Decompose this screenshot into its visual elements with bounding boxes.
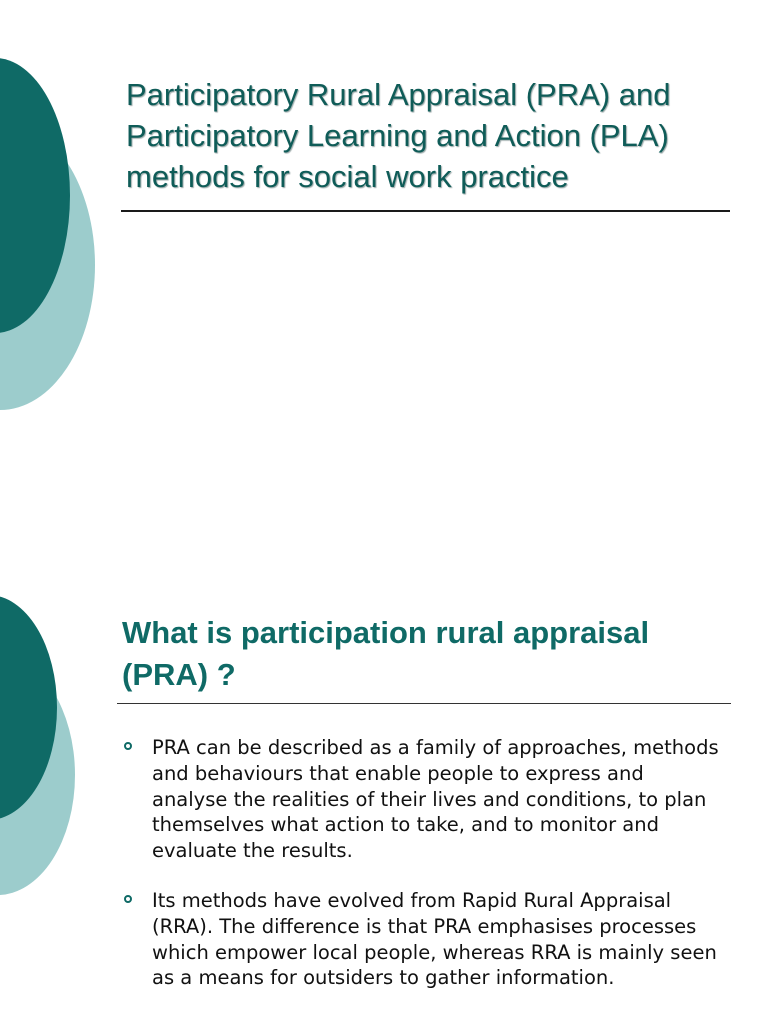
title-divider	[121, 210, 730, 212]
slide-1-title: Participatory Rural Appraisal (PRA) and Participatory Learning and Action (PLA) methods for social work practice	[126, 77, 671, 194]
bullet-text: PRA can be described as a family of approaches, methods and behaviours that enable people to express and analyse the realities of their lives and conditions, to plan themselves what action to take, and to monitor and evaluate the results.	[152, 736, 719, 863]
bullet-list	[120, 735, 720, 1015]
bullet-circle-icon	[124, 742, 132, 750]
bullet-circle-icon	[124, 895, 132, 903]
slide-2-title: What is participation rural appraisal (PRA) ?	[122, 615, 650, 692]
slide-2	[0, 560, 768, 1024]
bullet-item	[120, 888, 720, 991]
title-divider	[117, 703, 731, 704]
bullet-item	[120, 735, 720, 864]
bullet-text: Its methods have evolved from Rapid Rural Appraisal (RRA). The difference is that PRA emphasises processes which empower local people, whereas RRA is mainly seen as a means for outsiders to gather information.	[152, 888, 717, 990]
